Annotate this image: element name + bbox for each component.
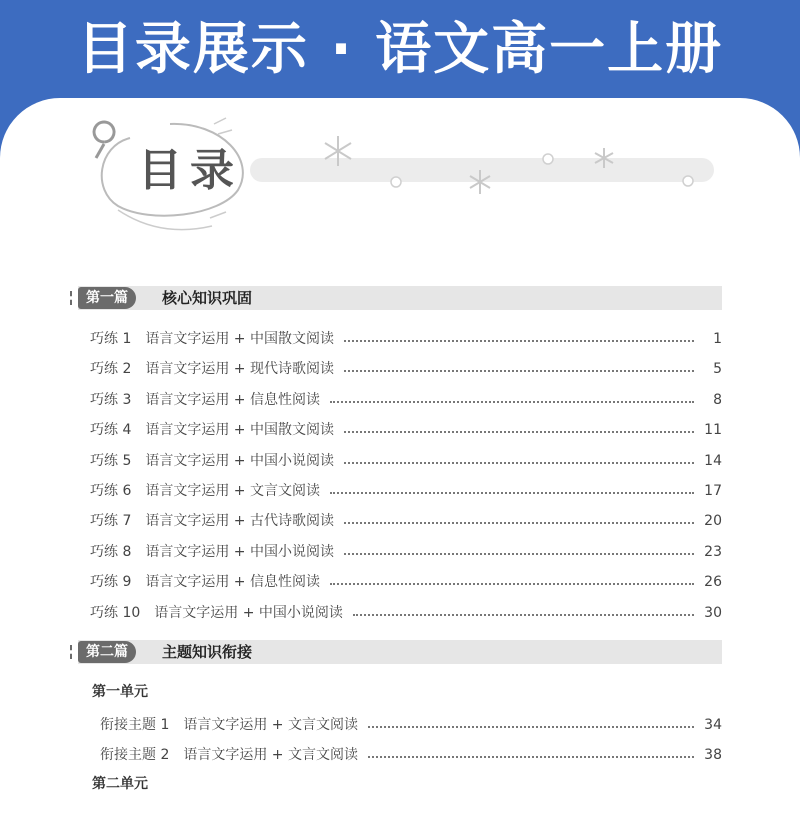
- entry-title: 语言文字运用 + 现代诗歌阅读: [145, 361, 334, 378]
- section-bar-2: [78, 640, 722, 664]
- entry-number: 巧练 2: [90, 361, 132, 378]
- entry-number: 巧练 4: [90, 422, 132, 439]
- entry-title: 语言文字运用 + 文言文阅读: [183, 717, 358, 733]
- entry-number: 巧练 6: [90, 483, 132, 499]
- entry-page-number: 5: [713, 361, 722, 378]
- entry-title: 语言文字运用 + 古代诗歌阅读: [145, 513, 334, 530]
- dot-leader: [344, 370, 694, 372]
- top-banner: [0, 0, 800, 110]
- entry-number: 巧练 10: [90, 604, 141, 621]
- entry-number: 巧练 3: [90, 391, 132, 408]
- entry-title: 语言文字运用 + 信息性阅读: [145, 574, 320, 591]
- toc-entry[interactable]: [90, 571, 722, 593]
- toc-entry[interactable]: [90, 419, 722, 441]
- entry-page-number: 14: [704, 452, 722, 469]
- section-bar-1: [78, 286, 722, 310]
- entry-page-number: 20: [704, 513, 722, 530]
- unit-heading: 第一单元: [92, 684, 148, 700]
- unit-heading: 第二单元: [92, 776, 148, 792]
- entry-page-number: 11: [704, 422, 722, 439]
- dot-leader: [344, 553, 694, 555]
- section-title: 核心知识巩固: [162, 289, 253, 307]
- section-title: 主题知识衔接: [162, 643, 253, 661]
- entry-title: 语言文字运用 + 文言文阅读: [145, 483, 320, 499]
- entry-number: 巧练 1: [90, 331, 132, 347]
- entry-page-number: 26: [704, 574, 722, 591]
- entry-title: 语言文字运用 + 文言文阅读: [183, 747, 358, 763]
- entry-page-number: 23: [704, 543, 722, 560]
- entry-page-number: 1: [713, 331, 722, 347]
- toc-entry[interactable]: [100, 714, 722, 736]
- entry-number: 巧练 7: [90, 513, 132, 530]
- dot-leader: [344, 431, 694, 433]
- toc-entry[interactable]: [90, 480, 722, 502]
- entry-title: 语言文字运用 + 中国散文阅读: [145, 422, 334, 439]
- dot-leader: [344, 462, 694, 464]
- dot-leader: [344, 340, 694, 342]
- toc-heading: 目录: [138, 145, 242, 196]
- header-decoration: [0, 98, 800, 278]
- entry-number: 巧练 5: [90, 452, 132, 469]
- entry-number: 衔接主题 1: [100, 717, 170, 733]
- dot-leader: [368, 756, 694, 758]
- dot-leader: [330, 583, 694, 585]
- entry-page-number: 17: [704, 483, 722, 499]
- dot-leader: [344, 522, 694, 524]
- section-tag: 第一篇: [78, 287, 136, 309]
- toc-entry[interactable]: [90, 602, 722, 624]
- dot-leader: [330, 492, 694, 494]
- banner-title: 目录展示 · 语文高一上册: [76, 17, 724, 82]
- toc-page: [0, 98, 800, 818]
- toc-entry[interactable]: [90, 541, 722, 563]
- entry-title: 语言文字运用 + 中国小说阅读: [154, 604, 343, 621]
- entry-number: 巧练 9: [90, 574, 132, 591]
- entry-page-number: 38: [704, 747, 722, 763]
- dot-leader: [368, 726, 694, 728]
- entry-page-number: 8: [713, 391, 722, 408]
- entry-title: 语言文字运用 + 中国散文阅读: [145, 331, 334, 347]
- entry-page-number: 34: [704, 717, 722, 733]
- entry-number: 衔接主题 2: [100, 747, 170, 763]
- toc-entry[interactable]: [90, 510, 722, 532]
- dot-leader: [353, 614, 694, 616]
- toc-entry[interactable]: [100, 744, 722, 766]
- entry-number: 巧练 8: [90, 543, 132, 560]
- toc-entry[interactable]: [90, 328, 722, 350]
- entry-title: 语言文字运用 + 中国小说阅读: [145, 543, 334, 560]
- section-tag: 第二篇: [78, 641, 136, 663]
- toc-entry[interactable]: [90, 450, 722, 472]
- dot-leader: [330, 401, 694, 403]
- entry-page-number: 30: [704, 604, 722, 621]
- toc-entry[interactable]: [90, 389, 722, 411]
- entry-title: 语言文字运用 + 信息性阅读: [145, 391, 320, 408]
- entry-title: 语言文字运用 + 中国小说阅读: [145, 452, 334, 469]
- toc-entry[interactable]: [90, 358, 722, 380]
